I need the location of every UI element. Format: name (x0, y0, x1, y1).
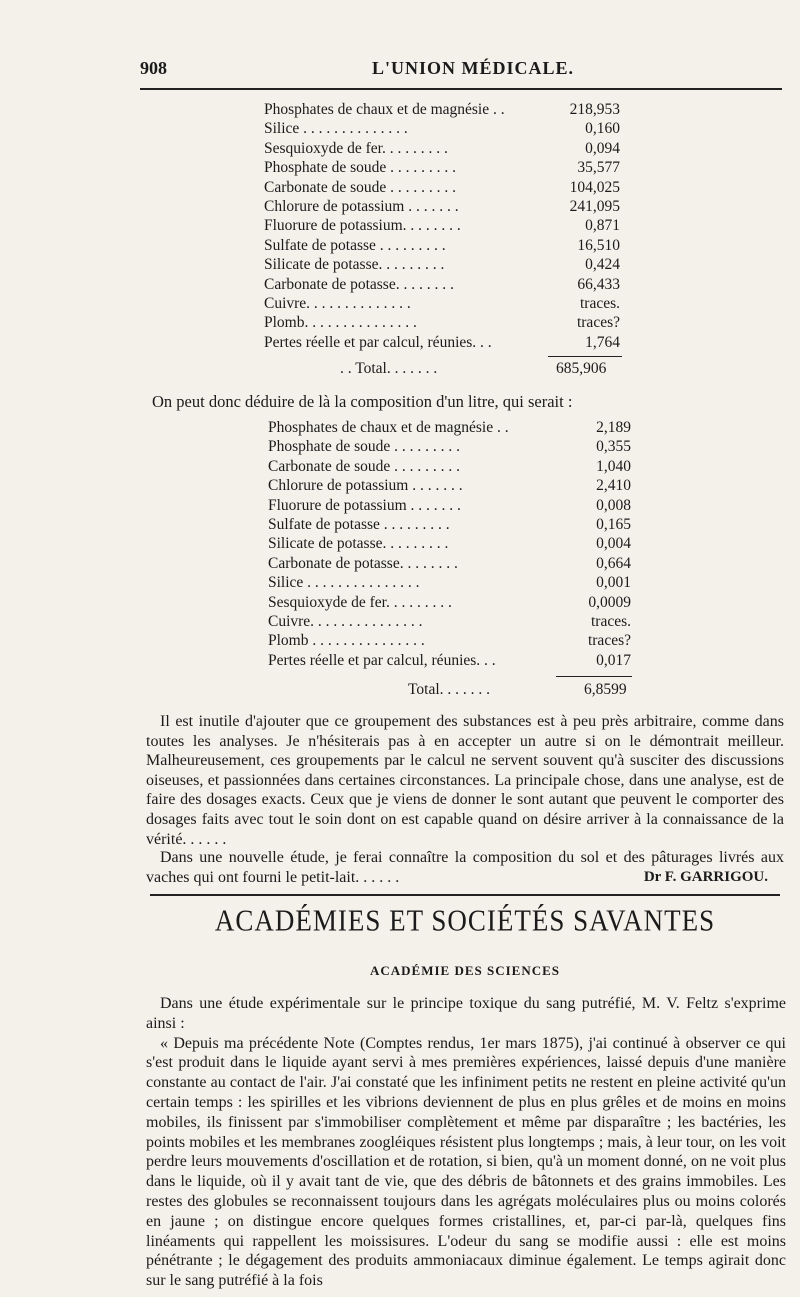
row-value: 0,0009 (588, 593, 631, 611)
running-title: L'UNION MÉDICALE. (372, 58, 575, 78)
row-value: traces. (579, 294, 620, 312)
row-value: 1,040 (596, 457, 631, 475)
row-value: 0,355 (596, 438, 631, 456)
row-value: 16,510 (577, 236, 620, 254)
row-value: 104,025 (569, 178, 620, 196)
table-row (268, 457, 640, 476)
row-label: Plomb. . . . . . . . . . . . . . . (264, 314, 417, 332)
table-row (268, 476, 640, 495)
paragraph-next-study: Dans une nouvelle étude, je ferai connaître la composition du sol et des pâturages livrés aux vaches qui ont fourni le petit-lait. . . . . . (146, 849, 784, 886)
row-value: 0,664 (596, 554, 631, 572)
row-label: Silicate de potasse. . . . . . . . . (268, 535, 449, 553)
table-row (264, 275, 644, 294)
row-label: Sesquioxyde de fer. . . . . . . . . (264, 139, 448, 157)
row-value: 1,764 (585, 333, 620, 351)
row-label: Carbonate de soude . . . . . . . . . (264, 178, 456, 196)
row-value: 0,424 (585, 256, 620, 274)
table-row (268, 651, 640, 670)
table-row (268, 554, 640, 573)
table-row (264, 139, 644, 158)
composition-table-residue (264, 100, 644, 352)
total-label: Total. . . . . . . (408, 681, 491, 698)
table-row (264, 333, 644, 352)
table-row (268, 593, 640, 612)
row-label: Pertes réelle et par calcul, réunies. . . (268, 651, 496, 669)
intro-sentence: On peut donc déduire de là la composition d'un litre, qui serait : (152, 392, 573, 411)
table-row (268, 612, 640, 631)
paragraph-grouping: Il est inutile d'ajouter que ce groupement des substances est à peu près arbitraire, comme dans toutes les analyses. Je n'hésiterais pas à en accepter un autre si on le démontrait meilleur. Malheureusement, ces groupements par le calcul ne servent souvent qu'à susciter des discussions oiseuses, et passionnées dans certaines circonstances. La principale chose, dans une analyse, est de faire des dosages exacts. Ceux que je viens de donner le sont autant que peuvent le comporter des dosages faits avec tout le soin dont on est capable quand on désire arriver à la connaissance de la vérité. . . . . . (146, 713, 784, 848)
table-row (268, 573, 640, 592)
total-value: 685,906 (556, 360, 607, 377)
paragraph-feltz-intro: Dans une étude expérimentale sur le principe toxique du sang putréfié, M. V. Feltz s'exprime ainsi : (146, 995, 786, 1032)
row-value: 218,953 (569, 101, 620, 118)
row-label: Cuivre. . . . . . . . . . . . . . . (268, 612, 423, 630)
row-value: 0,017 (596, 651, 631, 669)
total-label: . . Total. . . . . . . (340, 360, 438, 377)
row-label: Carbonate de potasse. . . . . . . . (264, 275, 454, 293)
row-value: 35,577 (577, 159, 620, 177)
row-label: Fluorure de potassium. . . . . . . . (264, 217, 461, 235)
row-value: 0,004 (596, 535, 631, 553)
table-row (264, 197, 644, 216)
row-label: Sesquioxyde de fer. . . . . . . . . (268, 593, 452, 611)
row-label: Fluorure de potassium . . . . . . . (268, 496, 461, 514)
row-label: Sulfate de potasse . . . . . . . . . (268, 515, 450, 533)
row-value: 0,165 (596, 515, 631, 533)
table-row (264, 216, 644, 235)
row-value: 241,095 (569, 197, 620, 215)
table-row (268, 631, 640, 650)
row-label: Phosphate de soude . . . . . . . . . (268, 438, 461, 456)
sum-rule (548, 356, 622, 357)
row-value: traces? (576, 314, 620, 332)
header-rule (140, 88, 782, 90)
row-label: Sulfate de potasse . . . . . . . . . (264, 236, 446, 254)
section-title: ACADÉMIES ET SOCIÉTÉS SAVANTES (214, 902, 716, 938)
row-label: Phosphates de chaux et de magnésie . . (264, 101, 505, 118)
row-label: Silicate de potasse. . . . . . . . . (264, 256, 445, 274)
row-value: traces. (590, 612, 631, 630)
row-value: 66,433 (577, 275, 620, 293)
paragraph-feltz-quote: « Depuis ma précédente Note (Comptes rendus, 1er mars 1875), j'ai continué à observer ce qui s'est produit dans le liquide ayant servi à mes premières expériences, laissé depuis d'une manière constante au contact de l'air. J'ai constaté que les infiniment petits ne restent en pleine activité qu'un certain temps : les spirilles et les vibrions deviennent de plus en plus grêles et de moins en moins mobiles, ils finissent par s'immobiliser complètement et même par disparaître ; les bactéries, les points mobiles et les membranes zoogléiques résistent plus longtemps ; mais, à leur tour, on les voit perdre leurs mouvements d'oscillation et de rotation, si bien, qu'à un moment donné, on ne voit plus dans le liquide, où il y avait tant de vie, que des débris de bâtonnets et des grains immobiles. Les restes des globules se reconnaissent toujours dans les agrégats moléculaires plus ou moins colorés en jaune ; on distingue encore quelques formes cristallines, et, par-ci par-là, quelques fins linéaments qui rappellent les moissisures. L'odeur du sang se modifie aussi : elle est moins pénétrante ; le dégagement des produits ammoniacaux diminue également. Le temps agirait donc sur le sang putréfié à la fois (146, 1034, 786, 1290)
row-value: 0,008 (596, 496, 631, 514)
table-row (264, 158, 644, 177)
table-row (268, 515, 640, 534)
row-value: 0,871 (585, 217, 620, 235)
academy-report (146, 994, 786, 1291)
row-label: Chlorure de potassium . . . . . . . (264, 197, 459, 215)
row-value: traces? (587, 632, 631, 650)
row-label: Pertes réelle et par calcul, réunies. . . (264, 333, 492, 351)
table-row (268, 418, 640, 437)
row-label: Phosphate de soude . . . . . . . . . (264, 159, 457, 177)
sum-rule (556, 676, 632, 677)
row-value: 2,189 (596, 419, 631, 436)
table-row (264, 119, 644, 138)
row-label: Silice . . . . . . . . . . . . . . . (268, 574, 420, 592)
author-signature: Dr F. GARRIGOU. (643, 869, 768, 885)
row-label: Carbonate de potasse. . . . . . . . (268, 554, 458, 572)
subsection-title: ACADÉMIE DES SCIENCES (369, 963, 561, 978)
row-value: 0,160 (585, 120, 620, 138)
table-row (264, 313, 644, 332)
row-label: Silice . . . . . . . . . . . . . . (264, 120, 408, 138)
table-row (264, 294, 644, 313)
row-value: 2,410 (596, 477, 631, 495)
row-label: Phosphates de chaux et de magnésie . . (268, 419, 509, 436)
table-row (264, 236, 644, 255)
page-header (140, 58, 780, 86)
total-value: 6,8599 (584, 681, 627, 698)
composition-table-litre (268, 418, 640, 670)
table-row (268, 534, 640, 553)
table-row (268, 496, 640, 515)
table-row (264, 100, 644, 119)
row-label: Carbonate de soude . . . . . . . . . (268, 457, 460, 475)
row-value: 0,001 (596, 574, 631, 592)
row-label: Chlorure de potassium . . . . . . . (268, 477, 463, 495)
section-rule (150, 894, 780, 896)
page-number: 908 (140, 58, 167, 78)
table-row (264, 255, 644, 274)
row-label: Cuivre. . . . . . . . . . . . . . (264, 294, 411, 312)
table-row (268, 437, 640, 456)
row-value: 0,094 (585, 139, 620, 157)
row-label: Plomb . . . . . . . . . . . . . . . (268, 632, 425, 650)
table-row (264, 178, 644, 197)
